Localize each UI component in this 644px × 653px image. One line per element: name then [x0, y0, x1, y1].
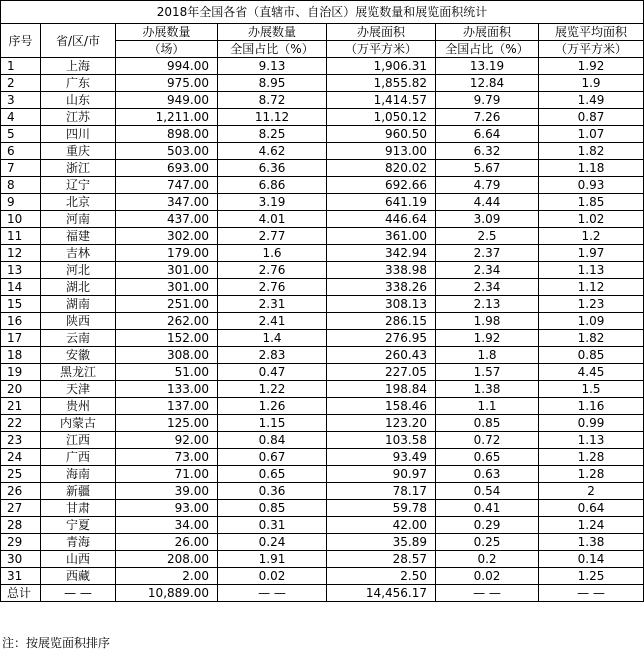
cell-area-share: 2.34: [436, 262, 539, 279]
cell-count-share: 0.85: [218, 500, 327, 517]
cell-count-share: 2.41: [218, 313, 327, 330]
cell-area: 338.98: [327, 262, 436, 279]
cell-index: 4: [1, 109, 41, 126]
cell-count-share: 0.84: [218, 432, 327, 449]
table-row: [1, 279, 644, 296]
table-row: [1, 75, 644, 92]
cell-count-share: 2.76: [218, 279, 327, 296]
cell-count-share: 0.36: [218, 483, 327, 500]
cell-area: 446.64: [327, 211, 436, 228]
cell-avg: 1.18: [539, 160, 644, 177]
cell-avg: 1.9: [539, 75, 644, 92]
cell-avg: 1.5: [539, 381, 644, 398]
cell-avg: 1.92: [539, 58, 644, 75]
header-count-unit: （场）: [116, 41, 218, 58]
table-row: [1, 296, 644, 313]
footnote: 注：按展览面积排序: [2, 636, 111, 650]
cell-index: 13: [1, 262, 41, 279]
cell-area: 227.05: [327, 364, 436, 381]
cell-province: 吉林: [41, 245, 116, 262]
table-row: [1, 58, 644, 75]
table-row: [1, 245, 644, 262]
cell-count-share: 2.76: [218, 262, 327, 279]
cell-index: 1: [1, 58, 41, 75]
table-row: [1, 415, 644, 432]
cell-avg: 1.02: [539, 211, 644, 228]
cell-index: 22: [1, 415, 41, 432]
cell-count-share: 0.47: [218, 364, 327, 381]
cell-area-share: 0.63: [436, 466, 539, 483]
cell-province: 江苏: [41, 109, 116, 126]
cell-area: 1,906.31: [327, 58, 436, 75]
cell-count: 437.00: [116, 211, 218, 228]
cell-area-share: 0.85: [436, 415, 539, 432]
cell-count: 994.00: [116, 58, 218, 75]
cell-area-share: 6.64: [436, 126, 539, 143]
cell-avg: 0.87: [539, 109, 644, 126]
table-row: [1, 534, 644, 551]
table-row: [1, 483, 644, 500]
cell-index: 10: [1, 211, 41, 228]
cell-count: 39.00: [116, 483, 218, 500]
cell-count-share: 8.25: [218, 126, 327, 143]
header-count-share-unit: 全国占比（%）: [218, 41, 327, 58]
cell-count: 73.00: [116, 449, 218, 466]
total-label: 总计: [1, 585, 41, 602]
cell-index: 12: [1, 245, 41, 262]
cell-area: 35.89: [327, 534, 436, 551]
cell-area-share: 4.44: [436, 194, 539, 211]
cell-avg: 1.2: [539, 228, 644, 245]
cell-count: 308.00: [116, 347, 218, 364]
cell-count: 133.00: [116, 381, 218, 398]
cell-count-share: 2.31: [218, 296, 327, 313]
cell-area: 361.00: [327, 228, 436, 245]
table-row: [1, 432, 644, 449]
cell-index: 5: [1, 126, 41, 143]
cell-province: 广西: [41, 449, 116, 466]
cell-avg: 1.13: [539, 262, 644, 279]
header-area-share-unit: 全国占比（%）: [436, 41, 539, 58]
cell-area: 90.97: [327, 466, 436, 483]
table-row: [1, 517, 644, 534]
cell-count-share: 0.24: [218, 534, 327, 551]
cell-area: 276.95: [327, 330, 436, 347]
cell-area: 28.57: [327, 551, 436, 568]
cell-count: 51.00: [116, 364, 218, 381]
cell-area-share: 6.32: [436, 143, 539, 160]
cell-avg: 1.85: [539, 194, 644, 211]
cell-area-share: 0.54: [436, 483, 539, 500]
cell-count: 1,211.00: [116, 109, 218, 126]
cell-count-share: 1.91: [218, 551, 327, 568]
cell-count-share: 1.15: [218, 415, 327, 432]
cell-avg: 1.28: [539, 466, 644, 483]
cell-index: 18: [1, 347, 41, 364]
cell-area-share: 1.98: [436, 313, 539, 330]
cell-avg: 1.97: [539, 245, 644, 262]
cell-province: 天津: [41, 381, 116, 398]
cell-province: 四川: [41, 126, 116, 143]
cell-count-share: 6.36: [218, 160, 327, 177]
cell-count: 302.00: [116, 228, 218, 245]
cell-province: 辽宁: [41, 177, 116, 194]
cell-index: 25: [1, 466, 41, 483]
header-area-unit: （万平方米）: [327, 41, 436, 58]
cell-area: 260.43: [327, 347, 436, 364]
cell-index: 2: [1, 75, 41, 92]
cell-area-share: 2.5: [436, 228, 539, 245]
table-title: 2018年全国各省（直辖市、自治区）展览数量和展览面积统计: [1, 1, 644, 24]
cell-area: 123.20: [327, 415, 436, 432]
cell-count: 898.00: [116, 126, 218, 143]
cell-index: 16: [1, 313, 41, 330]
table-row: [1, 126, 644, 143]
cell-count-share: 2.77: [218, 228, 327, 245]
cell-count: 2.00: [116, 568, 218, 585]
cell-area: 1,414.57: [327, 92, 436, 109]
table-row: [1, 228, 644, 245]
cell-count: 251.00: [116, 296, 218, 313]
cell-avg: 1.38: [539, 534, 644, 551]
cell-area: 93.49: [327, 449, 436, 466]
cell-avg: 1.13: [539, 432, 644, 449]
cell-count: 93.00: [116, 500, 218, 517]
cell-area: 820.02: [327, 160, 436, 177]
total-area: 14,456.17: [327, 585, 436, 602]
cell-index: 27: [1, 500, 41, 517]
table-row: [1, 160, 644, 177]
cell-area-share: 2.13: [436, 296, 539, 313]
cell-avg: 1.82: [539, 143, 644, 160]
cell-count: 152.00: [116, 330, 218, 347]
cell-count-share: 0.31: [218, 517, 327, 534]
table-row: [1, 92, 644, 109]
cell-area-share: 1.57: [436, 364, 539, 381]
table-row: [1, 177, 644, 194]
table-row: [1, 466, 644, 483]
cell-area: 286.15: [327, 313, 436, 330]
table-row: [1, 500, 644, 517]
cell-count: 262.00: [116, 313, 218, 330]
cell-area-share: 13.19: [436, 58, 539, 75]
cell-province: 云南: [41, 330, 116, 347]
cell-area-share: 2.34: [436, 279, 539, 296]
cell-area-share: 5.67: [436, 160, 539, 177]
cell-avg: 0.85: [539, 347, 644, 364]
cell-count: 125.00: [116, 415, 218, 432]
cell-province: 江西: [41, 432, 116, 449]
table-row: [1, 568, 644, 585]
cell-avg: 0.64: [539, 500, 644, 517]
cell-area-share: 0.65: [436, 449, 539, 466]
table-row: [1, 381, 644, 398]
header-avg: 展览平均面积: [539, 24, 644, 41]
cell-province: 福建: [41, 228, 116, 245]
cell-area: 198.84: [327, 381, 436, 398]
cell-index: 19: [1, 364, 41, 381]
cell-count: 975.00: [116, 75, 218, 92]
cell-area: 342.94: [327, 245, 436, 262]
cell-province: 甘肃: [41, 500, 116, 517]
cell-area: 2.50: [327, 568, 436, 585]
cell-avg: 1.09: [539, 313, 644, 330]
cell-province: 湖北: [41, 279, 116, 296]
cell-area-share: 7.26: [436, 109, 539, 126]
cell-area-share: 1.92: [436, 330, 539, 347]
cell-province: 西藏: [41, 568, 116, 585]
cell-index: 30: [1, 551, 41, 568]
cell-count-share: 9.13: [218, 58, 327, 75]
table-row: [1, 551, 644, 568]
cell-area-share: 1.8: [436, 347, 539, 364]
cell-count: 301.00: [116, 279, 218, 296]
cell-count: 71.00: [116, 466, 218, 483]
cell-area: 158.46: [327, 398, 436, 415]
cell-index: 20: [1, 381, 41, 398]
cell-avg: 1.49: [539, 92, 644, 109]
cell-province: 海南: [41, 466, 116, 483]
table-row: [1, 313, 644, 330]
cell-area-share: 0.02: [436, 568, 539, 585]
cell-count: 949.00: [116, 92, 218, 109]
cell-province: 河北: [41, 262, 116, 279]
cell-province: 安徽: [41, 347, 116, 364]
cell-count: 26.00: [116, 534, 218, 551]
cell-index: 26: [1, 483, 41, 500]
cell-province: 青海: [41, 534, 116, 551]
cell-avg: 1.82: [539, 330, 644, 347]
cell-count-share: 3.19: [218, 194, 327, 211]
table-row: [1, 364, 644, 381]
cell-count-share: 0.02: [218, 568, 327, 585]
cell-index: 3: [1, 92, 41, 109]
cell-avg: 0.93: [539, 177, 644, 194]
cell-count: 747.00: [116, 177, 218, 194]
cell-avg: 1.12: [539, 279, 644, 296]
cell-avg: 4.45: [539, 364, 644, 381]
cell-index: 7: [1, 160, 41, 177]
table-row: [1, 330, 644, 347]
header-count-share: 办展数量: [218, 24, 327, 41]
total-count-share: — —: [218, 585, 327, 602]
cell-area: 960.50: [327, 126, 436, 143]
header-count: 办展数量: [116, 24, 218, 41]
cell-province: 宁夏: [41, 517, 116, 534]
cell-area-share: 0.25: [436, 534, 539, 551]
cell-province: 上海: [41, 58, 116, 75]
total-avg: — —: [539, 585, 644, 602]
cell-index: 31: [1, 568, 41, 585]
cell-index: 24: [1, 449, 41, 466]
total-province: — —: [41, 585, 116, 602]
table-row: [1, 143, 644, 160]
cell-area-share: 0.72: [436, 432, 539, 449]
cell-area-share: 12.84: [436, 75, 539, 92]
cell-count-share: 1.4: [218, 330, 327, 347]
cell-area: 913.00: [327, 143, 436, 160]
cell-index: 29: [1, 534, 41, 551]
cell-index: 21: [1, 398, 41, 415]
cell-avg: 1.23: [539, 296, 644, 313]
cell-index: 23: [1, 432, 41, 449]
cell-area: 308.13: [327, 296, 436, 313]
cell-index: 11: [1, 228, 41, 245]
cell-count-share: 8.72: [218, 92, 327, 109]
cell-count: 34.00: [116, 517, 218, 534]
cell-area: 692.66: [327, 177, 436, 194]
table-row: [1, 398, 644, 415]
header-area-share: 办展面积: [436, 24, 539, 41]
cell-avg: 1.07: [539, 126, 644, 143]
cell-count-share: 0.65: [218, 466, 327, 483]
cell-count-share: 4.62: [218, 143, 327, 160]
cell-province: 内蒙古: [41, 415, 116, 432]
table-row: [1, 211, 644, 228]
cell-avg: 1.24: [539, 517, 644, 534]
cell-province: 黑龙江: [41, 364, 116, 381]
cell-province: 重庆: [41, 143, 116, 160]
cell-index: 8: [1, 177, 41, 194]
cell-index: 17: [1, 330, 41, 347]
cell-count: 137.00: [116, 398, 218, 415]
cell-count-share: 1.22: [218, 381, 327, 398]
table-row: [1, 262, 644, 279]
cell-avg: 1.25: [539, 568, 644, 585]
cell-province: 山东: [41, 92, 116, 109]
cell-avg: 1.16: [539, 398, 644, 415]
cell-count: 693.00: [116, 160, 218, 177]
cell-avg: 0.14: [539, 551, 644, 568]
cell-province: 浙江: [41, 160, 116, 177]
cell-area: 1,855.82: [327, 75, 436, 92]
total-count: 10,889.00: [116, 585, 218, 602]
cell-area: 42.00: [327, 517, 436, 534]
header-area: 办展面积: [327, 24, 436, 41]
cell-index: 9: [1, 194, 41, 211]
cell-count: 347.00: [116, 194, 218, 211]
total-row: [1, 585, 644, 602]
cell-area-share: 2.37: [436, 245, 539, 262]
table-row: [1, 347, 644, 364]
cell-index: 14: [1, 279, 41, 296]
cell-area-share: 9.79: [436, 92, 539, 109]
cell-province: 新疆: [41, 483, 116, 500]
cell-area-share: 4.79: [436, 177, 539, 194]
cell-province: 北京: [41, 194, 116, 211]
cell-area: 641.19: [327, 194, 436, 211]
cell-area-share: 1.38: [436, 381, 539, 398]
cell-area-share: 0.41: [436, 500, 539, 517]
cell-area: 103.58: [327, 432, 436, 449]
cell-area: 338.26: [327, 279, 436, 296]
table-row: [1, 194, 644, 211]
cell-count-share: 2.83: [218, 347, 327, 364]
cell-count-share: 1.26: [218, 398, 327, 415]
cell-province: 河南: [41, 211, 116, 228]
cell-count-share: 1.6: [218, 245, 327, 262]
header-avg-unit: （万平方米）: [539, 41, 644, 58]
header-index: 序号: [1, 24, 41, 58]
cell-area: 78.17: [327, 483, 436, 500]
cell-province: 湖南: [41, 296, 116, 313]
cell-count-share: 6.86: [218, 177, 327, 194]
cell-area: 1,050.12: [327, 109, 436, 126]
cell-index: 28: [1, 517, 41, 534]
cell-count: 179.00: [116, 245, 218, 262]
cell-avg: 2: [539, 483, 644, 500]
cell-index: 15: [1, 296, 41, 313]
cell-area-share: 0.2: [436, 551, 539, 568]
cell-count-share: 11.12: [218, 109, 327, 126]
cell-count-share: 0.67: [218, 449, 327, 466]
cell-area: 59.78: [327, 500, 436, 517]
cell-province: 陕西: [41, 313, 116, 330]
cell-area-share: 1.1: [436, 398, 539, 415]
cell-area-share: 0.29: [436, 517, 539, 534]
cell-count-share: 4.01: [218, 211, 327, 228]
table-row: [1, 109, 644, 126]
header-province: 省/区/市: [41, 24, 116, 58]
table-row: [1, 449, 644, 466]
cell-count: 92.00: [116, 432, 218, 449]
cell-province: 山西: [41, 551, 116, 568]
cell-index: 6: [1, 143, 41, 160]
cell-count: 301.00: [116, 262, 218, 279]
cell-count: 503.00: [116, 143, 218, 160]
cell-province: 贵州: [41, 398, 116, 415]
cell-province: 广东: [41, 75, 116, 92]
total-area-share: — —: [436, 585, 539, 602]
cell-count-share: 8.95: [218, 75, 327, 92]
cell-area-share: 3.09: [436, 211, 539, 228]
cell-avg: 0.99: [539, 415, 644, 432]
cell-count: 208.00: [116, 551, 218, 568]
cell-avg: 1.28: [539, 449, 644, 466]
